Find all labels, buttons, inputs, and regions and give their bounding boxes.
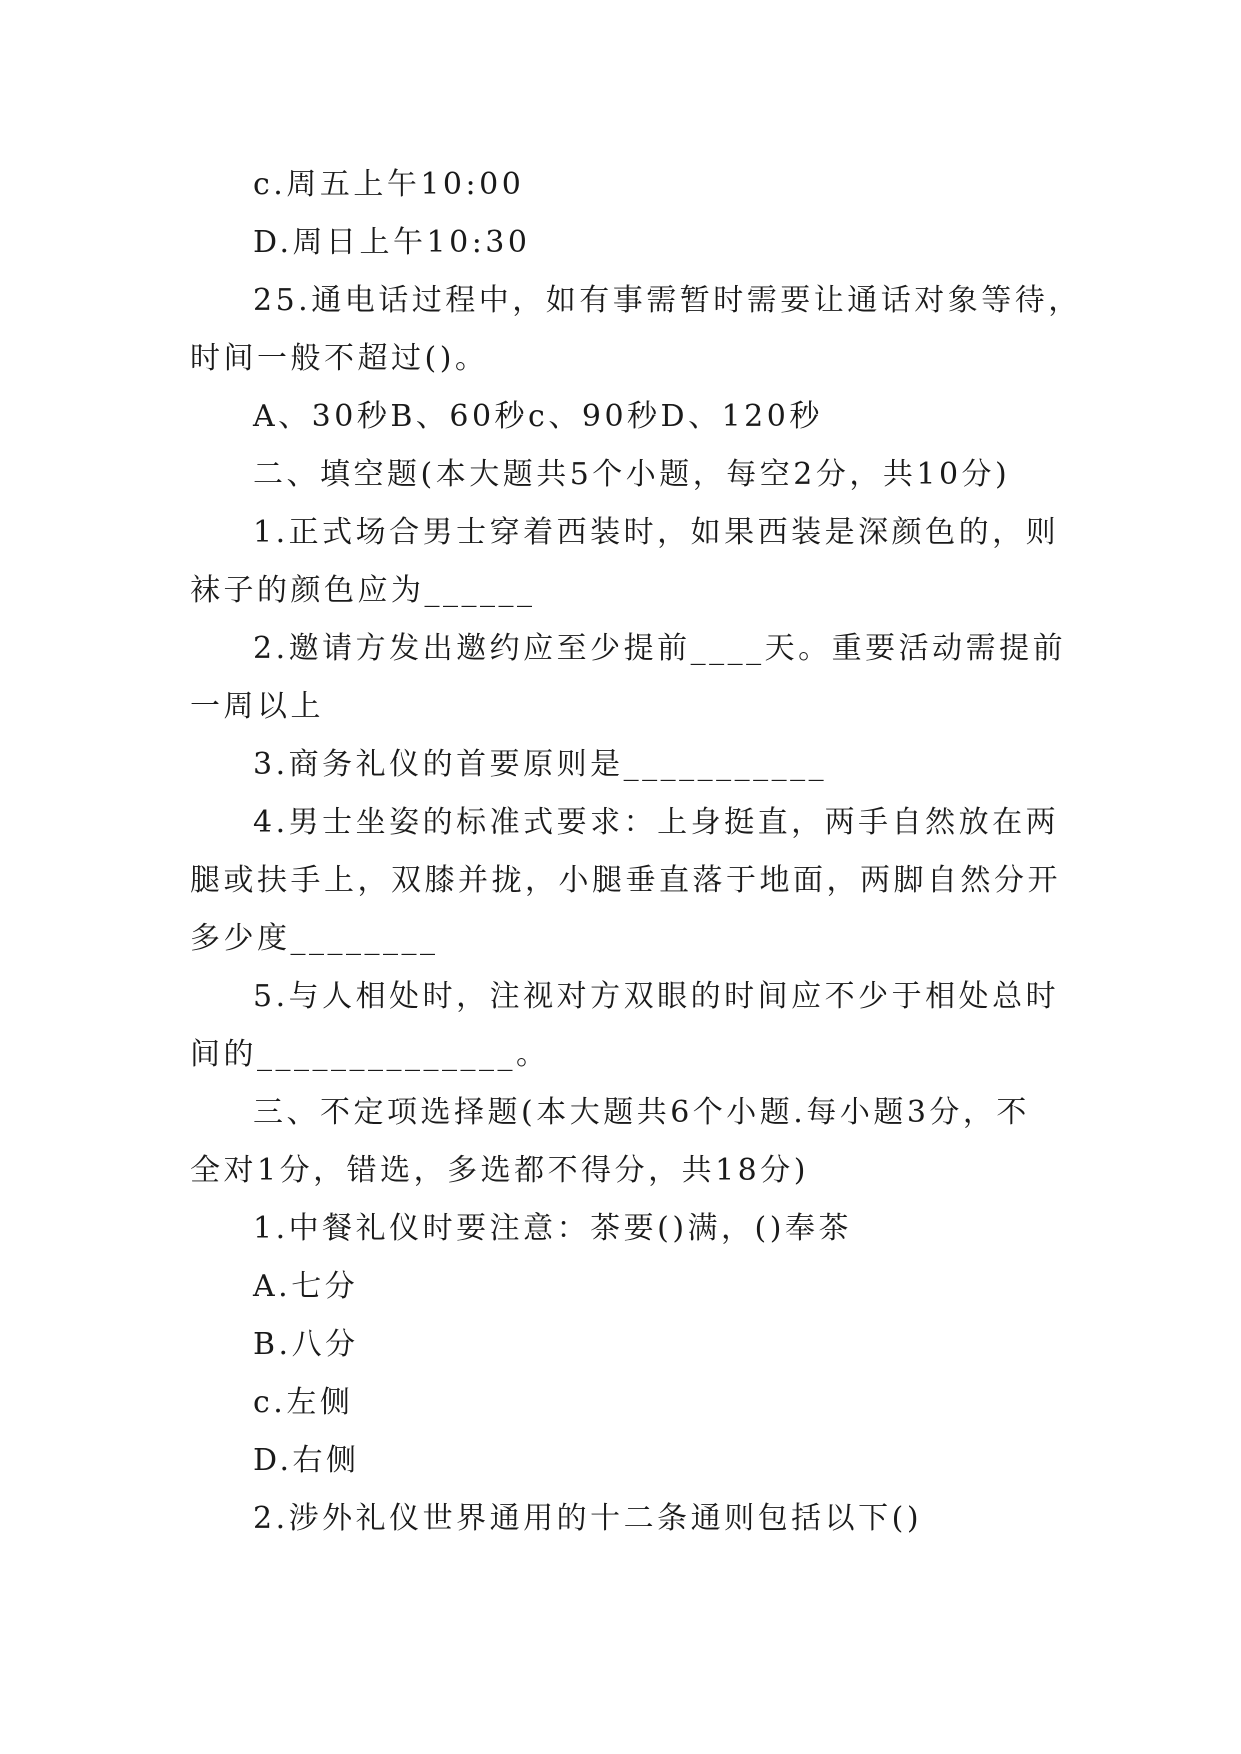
fill-question-1-continued: 袜子的颜色应为______: [190, 573, 536, 608]
option-d: D.周日上午10:30: [253, 225, 531, 260]
choice-question-1: 1.中餐礼仪时要注意：茶要()满，()奉茶: [253, 1211, 852, 1246]
choice-option-c: c.左侧: [253, 1385, 354, 1420]
choice-question-2: 2.涉外礼仪世界通用的十二条通则包括以下(): [253, 1501, 923, 1536]
choice-option-a: A.七分: [253, 1269, 359, 1304]
fill-question-4-continued: 腿或扶手上，双膝并拢，小腿垂直落于地面，两脚自然分开: [190, 863, 1061, 898]
fill-question-5: 5.与人相处时，注视对方双眼的时间应不少于相处总时: [253, 979, 1060, 1014]
section-2-heading: 二、填空题(本大题共5个小题，每空2分，共10分): [253, 457, 1011, 492]
fill-question-5-continued: 间的______________。: [190, 1037, 550, 1072]
choice-option-b: B.八分: [253, 1327, 359, 1362]
section-3-heading: 三、不定项选择题(本大题共6个小题.每小题3分，不: [253, 1095, 1030, 1130]
section-3-heading-continued: 全对1分，错选，多选都不得分，共18分): [190, 1153, 809, 1188]
question-25: 25.通电话过程中，如有事需暂时需要让通话对象等待，: [253, 283, 1082, 318]
choice-option-d: D.右侧: [253, 1443, 360, 1478]
fill-question-2-continued: 一周以上: [190, 689, 324, 724]
fill-question-2: 2.邀请方发出邀约应至少提前____天。重要活动需提前: [253, 631, 1067, 666]
fill-question-4: 4.男士坐姿的标准式要求：上身挺直，两手自然放在两: [253, 805, 1060, 840]
option-c: c.周五上午10:00: [253, 167, 525, 202]
question-25-options: A、30秒B、60秒c、90秒D、120秒: [253, 399, 823, 434]
question-25-continued: 时间一般不超过()。: [190, 341, 489, 376]
fill-question-1: 1.正式场合男士穿着西装时，如果西装是深颜色的，则: [253, 515, 1060, 550]
fill-question-4-end: 多少度________: [190, 921, 439, 956]
fill-question-3: 3.商务礼仪的首要原则是___________: [253, 747, 828, 782]
